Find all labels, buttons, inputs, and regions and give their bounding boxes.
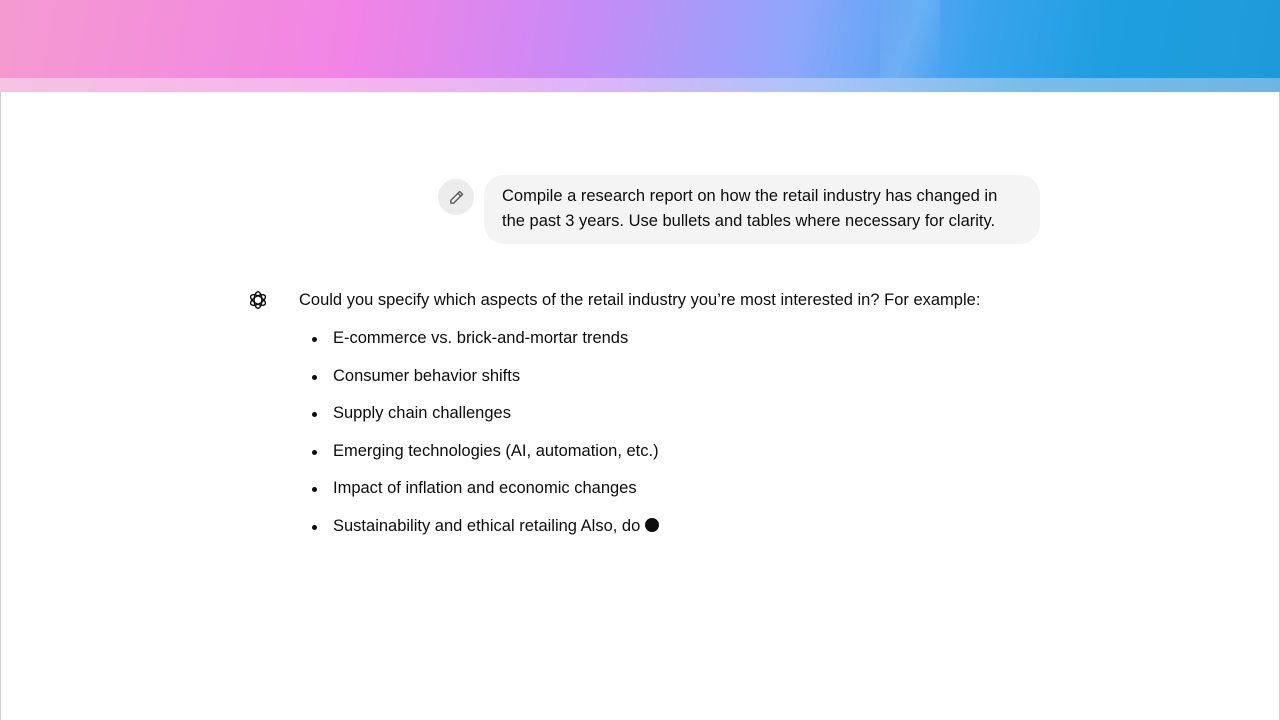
left-frame-border — [0, 92, 1, 720]
gradient-strip — [0, 78, 1280, 92]
list-item — [299, 476, 1059, 501]
list-item-text: Sustainability and ethical retailing Also, do — [333, 516, 641, 535]
assistant-message — [299, 288, 1059, 551]
pencil-icon — [448, 189, 465, 206]
assistant-intro-text: Could you specify which aspects of the retail industry you’re most interested in? For example: — [299, 291, 981, 309]
list-item-text: Emerging technologies (AI, automation, etc.) — [333, 441, 659, 460]
list-item — [299, 364, 1059, 389]
assistant-avatar — [247, 289, 269, 311]
list-item-text: Consumer behavior shifts — [333, 366, 521, 385]
options-list — [299, 326, 1059, 539]
gradient-banner — [0, 0, 1280, 78]
openai-logo-icon — [247, 289, 269, 311]
user-message-bubble: Compile a research report on how the retail industry has changed in the past 3 years. Use bullets and tables where necessary for clarity. — [484, 175, 1040, 244]
list-item-text: E-commerce vs. brick-and-mortar trends — [333, 329, 629, 347]
list-item-text: Impact of inflation and economic changes — [333, 479, 637, 497]
list-item — [299, 514, 1059, 539]
list-item — [299, 439, 1059, 464]
streaming-cursor-icon — [645, 518, 659, 532]
list-item-text: Supply chain challenges — [333, 404, 511, 422]
list-item — [299, 401, 1059, 426]
list-item — [299, 326, 1059, 351]
edit-message-button[interactable] — [438, 179, 474, 215]
